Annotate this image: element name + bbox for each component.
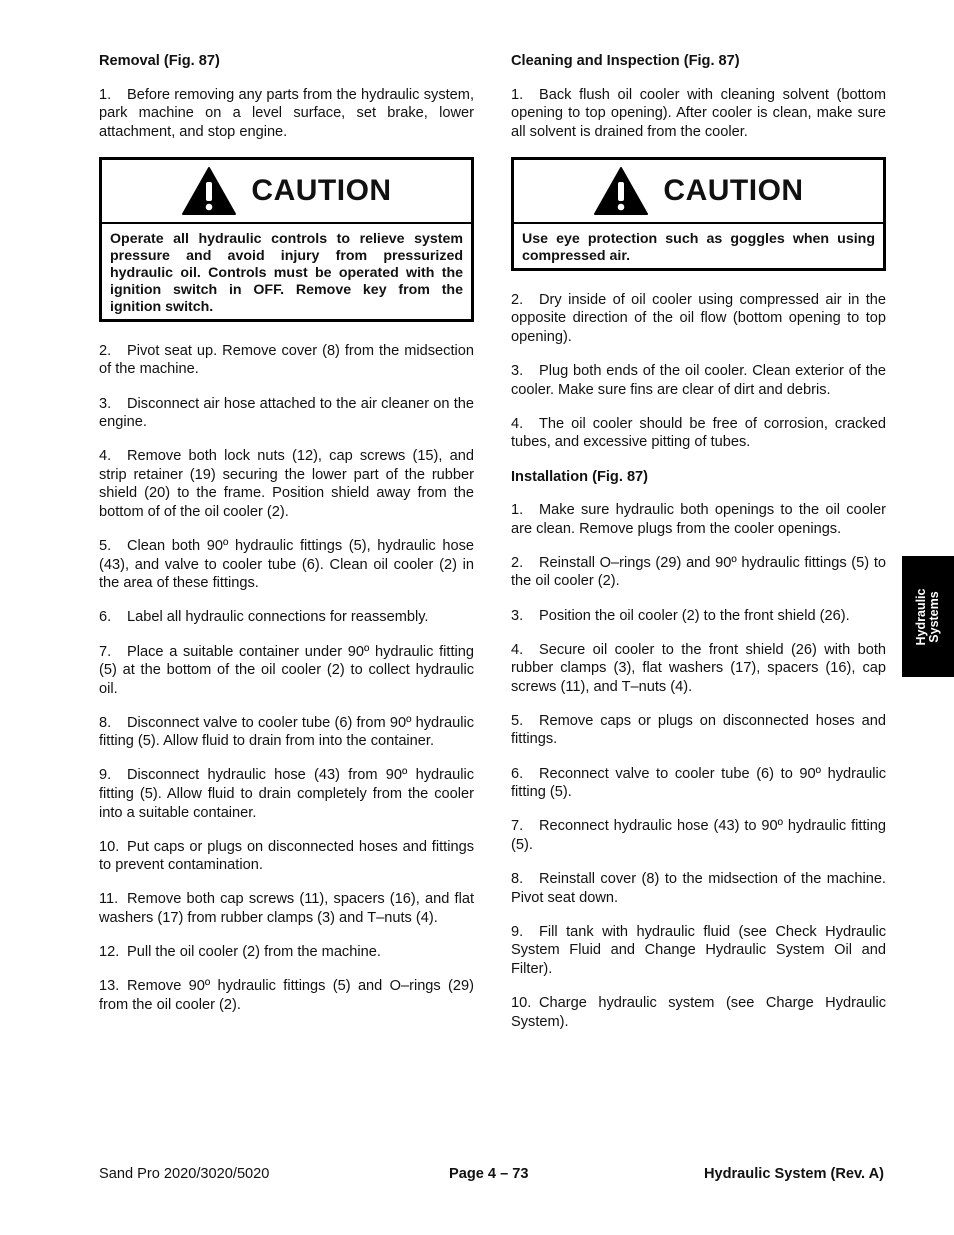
caution-box (99, 157, 474, 322)
step-paragraph (511, 923, 886, 979)
step-number: 3. (99, 395, 112, 412)
footer-section-title: Hydraulic System (Rev. A) (703, 1166, 884, 1182)
step-number: 3. (511, 363, 524, 380)
step-text: Place a suitable container under 90º hydraulic fitting (5) at the bottom of the oil cooler (2) to collect hydraulic oil. (99, 643, 474, 697)
caution-header (102, 160, 471, 224)
step-number: 4. (99, 448, 112, 465)
section-tab-line2: Systems (927, 590, 941, 643)
step-paragraph (511, 291, 886, 347)
step-paragraph (511, 607, 886, 626)
step-text: Disconnect valve to cooler tube (6) from 90º hydraulic fitting (5). Allow fluid to drain from into the container. (99, 714, 474, 750)
step-number: 13. (99, 978, 120, 995)
step-number: 5. (99, 538, 112, 555)
section-heading-installation: Installation (Fig. 87) (511, 468, 649, 485)
step-number: 4. (511, 415, 524, 432)
step-number: 2. (511, 554, 524, 571)
step-number: 1. (511, 86, 524, 103)
step-paragraph (99, 608, 474, 627)
section-heading-removal: Removal (Fig. 87) (99, 53, 220, 69)
step-text: Pivot seat up. Remove cover (8) from the midsection of the machine. (99, 342, 474, 378)
step-text: Disconnect hydraulic hose (43) from 90º hydraulic fitting (5). Allow fluid to drain completely from the cooler into a suitable container. (99, 767, 474, 821)
section-heading-cleaning: Cleaning and Inspection (Fig. 87) (511, 53, 740, 69)
step-number: 8. (99, 714, 112, 731)
step-number: 7. (511, 818, 524, 835)
step-paragraph (99, 342, 474, 379)
section-tab (902, 556, 954, 677)
step-text: Reconnect hydraulic hose (43) to 90º hydraulic fitting (5). (511, 818, 886, 853)
step-text: Disconnect air hose attached to the air cleaner on the engine. (99, 395, 474, 431)
step-paragraph (511, 712, 886, 749)
step-text: Position the oil cooler (2) to the front shield (26). (539, 607, 850, 624)
step-text: Secure oil cooler to the front shield (26) with both rubber clamps (3), flat washers (17), spacers (16), cap screws (11), and T–nuts (4). (511, 641, 886, 695)
step-paragraph (511, 765, 886, 802)
step-paragraph (511, 362, 886, 399)
step-text: Label all hydraulic connections for reassembly. (127, 609, 429, 626)
step-paragraph (99, 395, 474, 432)
caution-box (511, 157, 886, 271)
step-number: 2. (99, 342, 112, 359)
step-paragraph (99, 714, 474, 751)
step-paragraph (511, 994, 886, 1031)
step-paragraph (511, 870, 886, 907)
step-number: 8. (511, 870, 524, 887)
step-text: Remove both cap screws (11), spacers (16), and flat washers (17) from rubber clamps (3) and T–nuts (4). (99, 891, 474, 927)
step-text: Back flush oil cooler with cleaning solvent (bottom opening to top opening). After cooler is clean, make sure all solvent is drained from the cooler. (511, 86, 886, 140)
step-text: Clean both 90º hydraulic fittings (5), hydraulic hose (43), and valve to cooler tube (6). Clean oil cooler (2) in the area of these fittings. (99, 538, 474, 592)
step-number: 2. (511, 291, 524, 308)
step-number: 6. (99, 609, 112, 626)
step-paragraph (99, 643, 474, 699)
step-text: Charge hydraulic system (see Charge Hydraulic System). (511, 994, 886, 1030)
step-text: Dry inside of oil cooler using compressed air in the opposite direction of the oil flow (bottom opening to top opening). (511, 291, 886, 346)
step-text: Pull the oil cooler (2) from the machine. (127, 944, 381, 961)
step-paragraph (99, 766, 474, 822)
step-text: Reinstall O–rings (29) and 90º hydraulic fittings (5) to the oil cooler (2). (511, 554, 886, 590)
footer-model: Sand Pro 2020/3020/5020 (99, 1166, 270, 1182)
step-paragraph (511, 415, 886, 452)
section-tab-label (915, 588, 941, 645)
footer-page-number: Page 4 – 73 (449, 1166, 529, 1182)
step-number: 3. (511, 607, 524, 624)
caution-title: CAUTION (251, 173, 392, 207)
step-number: 11. (99, 891, 119, 908)
warning-triangle-icon (593, 166, 649, 216)
step-paragraph (511, 641, 886, 697)
step-number: 9. (511, 923, 524, 940)
step-text: Make sure hydraulic both openings to the oil cooler are clean. Remove plugs from the cooler openings. (511, 502, 886, 537)
step-paragraph (99, 943, 474, 962)
caution-header (514, 160, 883, 224)
left-column (99, 52, 474, 1030)
step-paragraph (99, 537, 474, 593)
step-text: Remove caps or plugs on disconnected hoses and fittings. (511, 712, 886, 748)
step-text: Reconnect valve to cooler tube (6) to 90º hydraulic fitting (5). (511, 765, 886, 801)
caution-title: CAUTION (663, 173, 804, 207)
step-text: Remove 90º hydraulic fittings (5) and O–rings (29) from the oil cooler (2). (99, 978, 474, 1013)
step-text: The oil cooler should be free of corrosion, cracked tubes, and excessive pitting of tubes. (511, 415, 886, 451)
step-number: 1. (99, 86, 112, 103)
step-text: Fill tank with hydraulic fluid (see Check Hydraulic System Fluid and Change Hydraulic System Oil and Filter). (511, 923, 886, 977)
step-number: 4. (511, 641, 524, 658)
step-paragraph (511, 501, 886, 538)
step-text: Remove both lock nuts (12), cap screws (15), and strip retainer (19) securing the lower part of the rubber shield (20) to the frame. Position shield away from the bottom of of the oil cooler (2). (99, 448, 474, 521)
caution-text: Use eye protection such as goggles when using compressed air. (522, 230, 875, 264)
step-text: Plug both ends of the oil cooler. Clean exterior of the cooler. Make sure fins are clear of dirt and debris. (511, 363, 886, 398)
step-text: Reinstall cover (8) to the midsection of the machine. Pivot seat down. (511, 870, 886, 906)
step-paragraph (99, 447, 474, 521)
right-column (511, 52, 886, 1047)
step-number: 12. (99, 944, 120, 961)
step-paragraph (99, 977, 474, 1014)
step-text: Put caps or plugs on disconnected hoses and fittings to prevent contamination. (99, 838, 474, 874)
step-paragraph (99, 86, 474, 142)
caution-text: Operate all hydraulic controls to relieve system pressure and avoid injury from pressurized hydraulic oil. Controls must be operated with the ignition switch in OFF. Remove key from the ignition switch. (110, 230, 463, 315)
step-paragraph (511, 817, 886, 854)
warning-triangle-icon (181, 166, 237, 216)
step-paragraph (511, 86, 886, 142)
step-number: 7. (99, 643, 112, 660)
step-number: 9. (99, 767, 112, 784)
step-text: Before removing any parts from the hydraulic system, park machine on a level surface, set brake, lower attachment, and stop engine. (99, 86, 474, 140)
step-number: 5. (511, 712, 524, 729)
step-number: 10. (99, 838, 120, 855)
step-number: 1. (511, 502, 524, 519)
step-paragraph (511, 554, 886, 591)
step-paragraph (99, 890, 474, 927)
step-number: 10. (511, 994, 532, 1011)
section-tab-line1: Hydraulic (914, 588, 928, 645)
step-paragraph (99, 838, 474, 875)
step-number: 6. (511, 765, 524, 782)
